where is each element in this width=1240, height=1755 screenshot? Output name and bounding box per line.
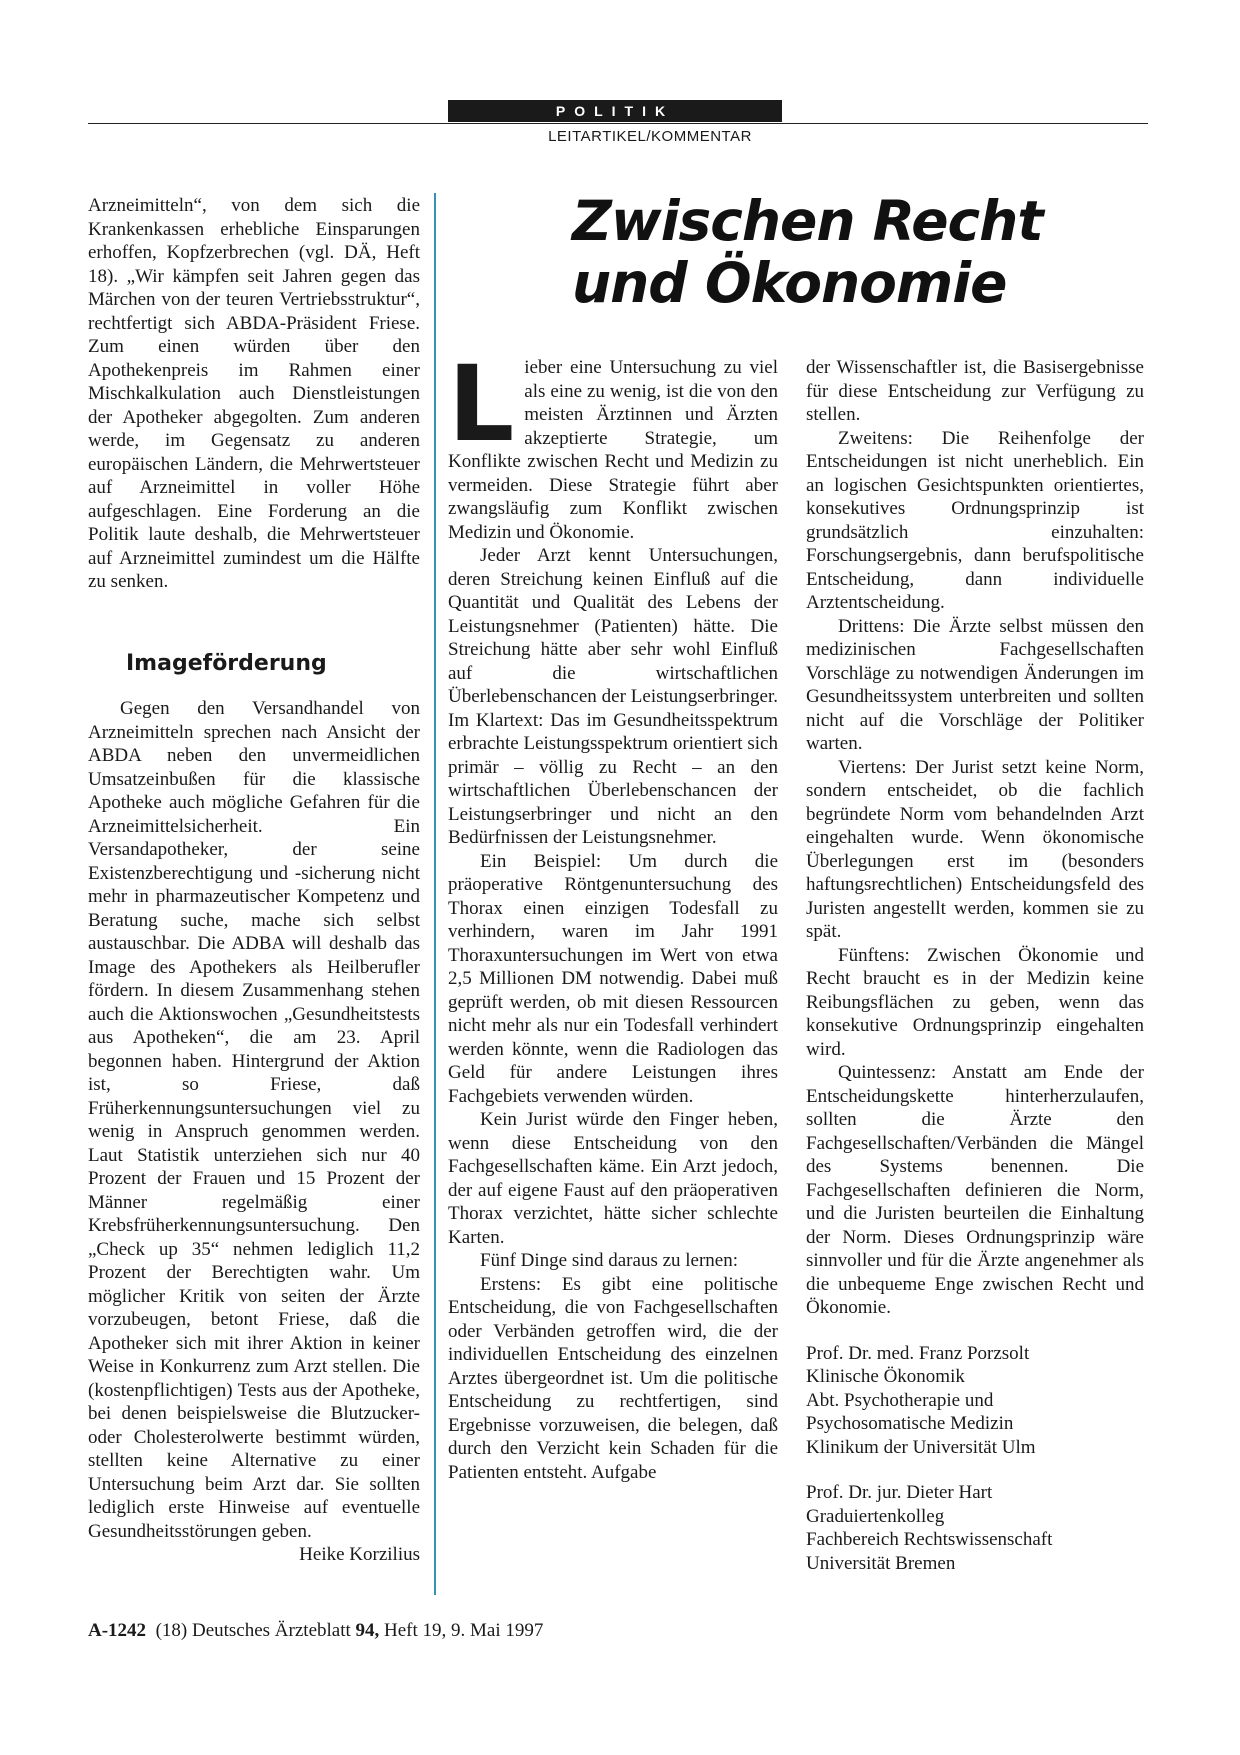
paragraph: Drittens: Die Ärzte selbst müssen den medizinischen Fachgesellschaften Vorschläge zu notwendigen Änderungen im Gesundheitssystem unterbreiten und sollten nicht auf die Vorschläge der Politiker warten. [806, 615, 1144, 754]
column-right [806, 356, 1144, 1575]
author-signature-1: Prof. Dr. med. Franz Porzsolt Klinische Ökonomik Abt. Psychotherapie und Psychosomatische Medizin Klinikum der Universität Ulm [806, 1342, 1036, 1458]
page-number: A-1242 [88, 1620, 147, 1641]
author-name: Heike Korzilius [299, 1544, 420, 1565]
paragraph: Fünf Dinge sind daraus zu lernen: [480, 1250, 739, 1271]
author-signature-2: Prof. Dr. jur. Dieter Hart Graduiertenkolleg Fachbereich Rechtswissenschaft Universität Bremen [806, 1482, 1053, 1574]
column-divider [434, 193, 436, 1595]
paragraph: Erstens: Es gibt eine politische Entscheidung, die von Fachgesellschaften oder Verbänden getroffen wird, die der individuellen Entscheidung des einzelnen Arztes übergeordnet ist. Um die politische Entscheidung zu rechtfertigen, sind Ergebnisse vorzuweisen, die belegen, daß durch den Verzicht kein Schaden für die Patienten entsteht. Aufgabe [448, 1273, 778, 1483]
paragraph: Arzneimitteln“, von dem sich die Krankenkassen erhebliche Einsparungen erhoffen, Kopfzerbrechen (vgl. DÄ, Heft 18). „Wir kämpfen seit Jahren gegen das Märchen von der teuren Vertriebsstruktur“, rechtfertigt sich ABDA-Präsident Friese. Zum einen würden über den Apothekenpreis im Rahmen einer Mischkalkulation auch Dienstleistungen der Apotheker abgegolten. Zum anderen werde, im Gegensatz zu anderen europäischen Ländern, die Mehrwertsteuer auf Arzneimittel in voller Höhe aufgeschlagen. Eine Forderung an die Politik laute deshalb, die Mehrwertsteuer auf Arzneimittel zumindest um die Hälfte zu senken. [88, 195, 420, 592]
paragraph: Ein Beispiel: Um durch die präoperative Röntgenuntersuchung des Thorax einen einzigen Todesfall zu verhindern, waren im Jahr 1991 Thoraxuntersuchungen im Wert von etwa 2,5 Millionen DM notwendig. Dabei muß geprüft werden, ob mit diesen Ressourcen nicht mehr als nur ein Todesfall verhindert werden könnte, wenn die Radiologen das Geld für andere Leistungen ihres Fachgebiets verwenden würden. [448, 850, 778, 1107]
paragraph: Lieber eine Untersuchung zu viel als eine zu wenig, ist die von den meisten Ärztinnen und Ärzten akzeptierte Strategie, um Konflikte zwischen Recht und Medizin zu vermeiden. Diese Strategie führt aber zwangsläufig zum Konflikt zwischen Medizin und Ökonomie. [448, 343, 778, 543]
paragraph: der Wissenschaftler ist, die Basisergebnisse für diese Entscheidung zur Verfügung zu stellen. [806, 357, 1144, 425]
paragraph: Jeder Arzt kennt Untersuchungen, deren Streichung keinen Einfluß auf die Quantität und Qualität des Lebens der Leistungsnehmer (Patienten) hätte. Die Streichung hätte aber sehr wohl Einfluß auf die wirtschaftlichen Überlebenschancen der Leistungserbringer. Im Klartext: Das im Gesundheitsspektrum erbrachte Leistungsspektrum orientiert sich primär – völlig zu Recht – an den wirtschaftlichen Überlebenschancen der Leistungserbringer und nicht an den Bedürfnissen der Leistungsnehmer. [448, 545, 778, 848]
paragraph: Kein Jurist würde den Finger heben, wenn diese Entscheidung von den Fachgesellschaften käme. Ein Arzt jedoch, der auf eigene Faust auf den präoperativen Thorax verzichtet, hätte sicher schlechte Karten. [448, 1109, 778, 1248]
section-label: POLITIK [448, 100, 782, 122]
paragraph: Fünftens: Zwischen Ökonomie und Recht braucht es in der Medizin keine Reibungsflächen zu geben, wenn das konsekutive Ordnungsprinzip eingehalten wird. [806, 944, 1144, 1060]
paragraph: Zweitens: Die Reihenfolge der Entscheidungen ist nicht unerheblich. Ein an logischen Gesichtspunkten orientiertes, konsekutives Ordnungsprinzip ist grundsätzlich einzuhalten: Forschungsergebnis, dann berufspolitische Entscheidung, dann individuelle Arztentscheidung. [806, 427, 1144, 613]
paragraph: Gegen den Versandhandel von Arzneimitteln sprechen nach Ansicht der ABDA neben den unvermeidlichen Umsatzeinbußen für die klassische Apotheke auch mögliche Gefahren für die Arzneimittelsicherheit. Ein Versandapotheker, der seine Existenzberechtigung und -sicherung nicht mehr in pharmazeutischer Kompetenz und Beratung suche, mache sich selbst austauschbar. Die ADBA will deshalb das Image des Apothekers als Heilberufler fördern. In diesem Zusammenhang stehen auch die Aktionswochen „Gesundheitstests aus Apotheken“, die am 23. April begonnen haben. Hintergrund der Aktion ist, so Friese, daß Früherkennungsuntersuchungen viel zu wenig in Anspruch genommen werden. Laut Statistik unterziehen sich nur 40 Prozent der Frauen und 15 Prozent der Männer regelmäßig einer Krebsfrüherkennungsuntersuchung. Den „Check up 35“ nehmen lediglich 11,2 Prozent der Berechtigten wahr. Um möglicher Kritik von seiten der Ärzte vorzubeugen, betont Friese, daß die Apotheker sich mit ihrer Aktion in keiner Weise in Konkurrenz zum Arzt stellen. Die (kostenpflichtigen) Tests aus der Apotheke, bei denen beispielsweise die Blutzucker- oder Cholesterolwerte bestimmt würden, stellten keine Alternative zu einer Untersuchung beim Arzt dar. Sie sollten lediglich erste Hinweise auf eventuelle Gesundheitsstörungen geben. Heike Korzilius [88, 698, 420, 1565]
drop-cap: L [448, 343, 515, 465]
header-rule [88, 123, 1148, 124]
page-footer: A-1242 (18) Deutsches Ärzteblatt 94, Heft 19, 9. Mai 1997 [88, 1620, 544, 1641]
paragraph: Viertens: Der Jurist setzt keine Norm, sondern entscheidet, ob die fachlich begründete Norm vom behandelnden Arzt eingehalten wurde. Wenn ökonomische Überlegungen erst im (besonders haftungsrechtlichen) Entscheidungsfeld des Juristen angestellt werden, kommen sie zu spät. [806, 756, 1144, 942]
column-middle [448, 343, 778, 1484]
column-left [88, 194, 420, 1567]
subsection-label: LEITARTIKEL/KOMMENTAR [548, 128, 752, 145]
paragraph: Quintessenz: Anstatt am Ende der Entscheidungskette hinterherzulaufen, sollten die Ärzte den Fachgesellschaften/Verbänden die Mängel des Systems benennen. Die Fachgesellschaften definieren die Norm, und die Juristen beurteilen die Einhaltung der Norm. Dieses Ordnungsprinzip wäre sinnvoller und für die Ärzte angenehmer als die unbequeme Enge zwischen Recht und Ökonomie. [806, 1062, 1144, 1318]
article-title: Zwischen Recht und Ökonomie [572, 189, 1043, 315]
subheading: Imageförderung [126, 650, 327, 676]
